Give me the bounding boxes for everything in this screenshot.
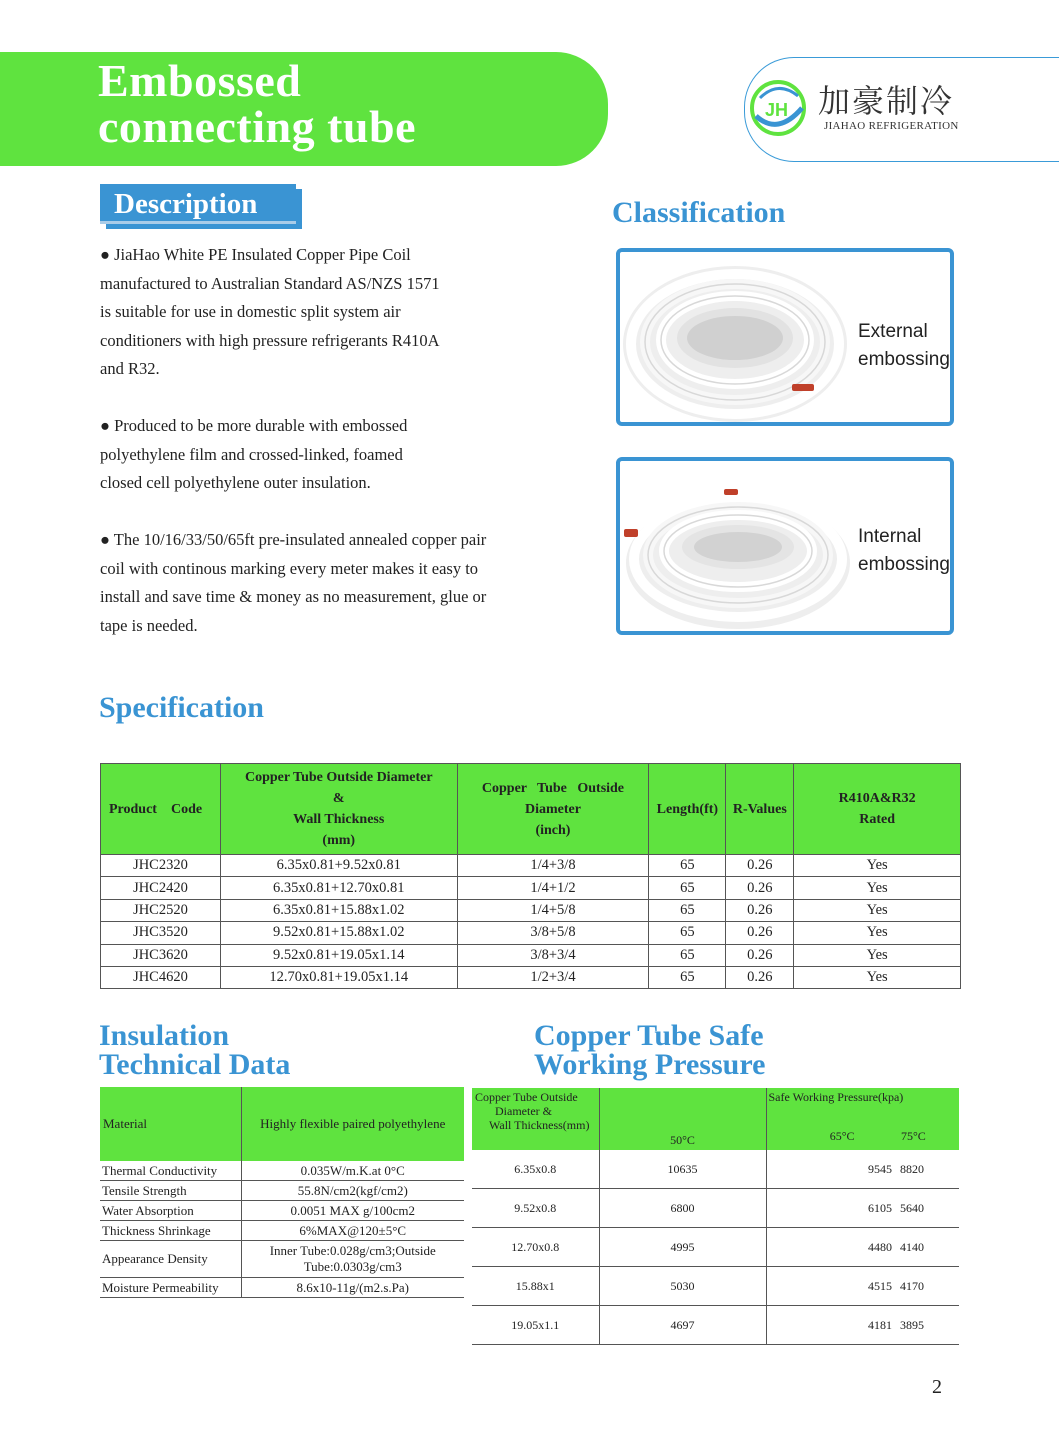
description-heading: Description <box>114 188 258 220</box>
header-od-inch: Copper Tube Outside Diameter (inch) <box>457 764 649 855</box>
insulation-heading: Insulation Technical Data <box>99 1019 291 1081</box>
table-row: JHC2520 6.35x0.81+15.88x1.02 1/4+5/8 65 0.26 Yes <box>101 899 961 921</box>
header-50c: 50°C <box>599 1088 766 1150</box>
table-row: 15.88x1 5030 4515 4170 <box>472 1267 959 1306</box>
description-paragraph-2: ● Produced to be more durable with embossed polyethylene film and crossed-linked, foamed closed cell polyethylene outer insulation. <box>100 416 408 493</box>
description-paragraph-1: ● JiaHao White PE Insulated Copper Pipe Coil manufactured to Australian Standard AS/NZS 1571 is suitable for use in domestic split system air conditioners with high pressure refrigerants R410A and R32. <box>100 245 440 379</box>
header-od-wall: Copper Tube Outside Diameter & Wall Thickness(mm) <box>472 1088 599 1150</box>
pressure-header-row <box>472 1088 959 1150</box>
page-title <box>98 55 416 152</box>
logo-chinese-name: 加豪制冷 <box>818 82 955 120</box>
table-row: JHC3620 9.52x0.81+19.05x1.14 3/8+3/4 65 0.26 Yes <box>101 944 961 966</box>
classification-heading: Classification <box>612 196 786 229</box>
internal-embossing-coil-image <box>620 461 860 633</box>
page-title-line2: connecting tube <box>98 101 416 152</box>
specification-table <box>100 763 961 989</box>
header-material-value: Highly flexible paired polyethylene <box>241 1087 464 1161</box>
table-row: JHC2420 6.35x0.81+12.70x0.81 1/4+1/2 65 0.26 Yes <box>101 877 961 899</box>
table-row: Tensile Strength 55.8N/cm2(kgf/cm2) <box>100 1181 464 1201</box>
page-number: 2 <box>932 1376 942 1398</box>
classification-external-frame <box>616 248 954 426</box>
header-length: Length(ft) <box>649 764 726 855</box>
header-r-values: R-Values <box>726 764 794 855</box>
pressure-heading: Copper Tube Safe Working Pressure <box>534 1019 766 1081</box>
header-material: Material <box>100 1087 241 1161</box>
table-row: Thickness Shrinkage 6%MAX@120±5°C <box>100 1221 464 1241</box>
external-embossing-coil-image <box>620 252 860 424</box>
header-od-wall-mm: Copper Tube Outside Diameter & Wall Thickness (mm) <box>220 764 457 855</box>
header-product-code: Product Code <box>101 764 221 855</box>
table-row: Thermal Conductivity 0.035W/m.K.at 0°C <box>100 1161 464 1181</box>
table-row: Moisture Permeability 8.6x10-11g/(m2.s.Pa) <box>100 1278 464 1298</box>
table-row: JHC4620 12.70x0.81+19.05x1.14 1/2+3/4 65 0.26 Yes <box>101 966 961 988</box>
table-row: Water Absorption 0.0051 MAX g/100cm2 <box>100 1201 464 1221</box>
page-title-line1: Embossed <box>98 55 302 106</box>
specification-header-row <box>101 764 961 855</box>
classification-internal-frame <box>616 457 954 635</box>
description-paragraph-3: ● The 10/16/33/50/65ft pre-insulated annealed copper pair coil with continous marking every meter makes it easy to install and save time & money as no measurement, glue or tape is needed. <box>100 530 487 635</box>
jiahao-logo-icon <box>748 78 808 138</box>
table-row: 9.52x0.8 6800 6105 5640 <box>472 1189 959 1228</box>
pressure-table <box>472 1088 959 1345</box>
table-row: 12.70x0.8 4995 4480 4140 <box>472 1228 959 1267</box>
insulation-table <box>100 1087 464 1298</box>
header-rated: R410A&R32 Rated <box>794 764 961 855</box>
table-row: JHC3520 9.52x0.81+15.88x1.02 3/8+5/8 65 0.26 Yes <box>101 922 961 944</box>
internal-embossing-label: Internal embossing <box>858 526 950 575</box>
table-row: Appearance Density Inner Tube:0.028g/cm3;Outside Tube:0.0303g/cm3 <box>100 1241 464 1278</box>
logo-english-name: JIAHAO REFRIGERATION <box>824 120 959 132</box>
insulation-header-row <box>100 1087 464 1161</box>
table-row: 19.05x1.1 4697 4181 3895 <box>472 1306 959 1345</box>
external-embossing-label: External embossing <box>858 321 950 370</box>
table-row: 6.35x0.8 10635 9545 8820 <box>472 1150 959 1189</box>
logo-mark-text: JH <box>765 100 789 120</box>
header-safe-working-pressure: Safe Working Pressure(kpa) 65°C 75°C <box>766 1088 959 1150</box>
table-row: JHC2320 6.35x0.81+9.52x0.81 1/4+3/8 65 0.26 Yes <box>101 855 961 877</box>
specification-heading: Specification <box>99 691 264 724</box>
